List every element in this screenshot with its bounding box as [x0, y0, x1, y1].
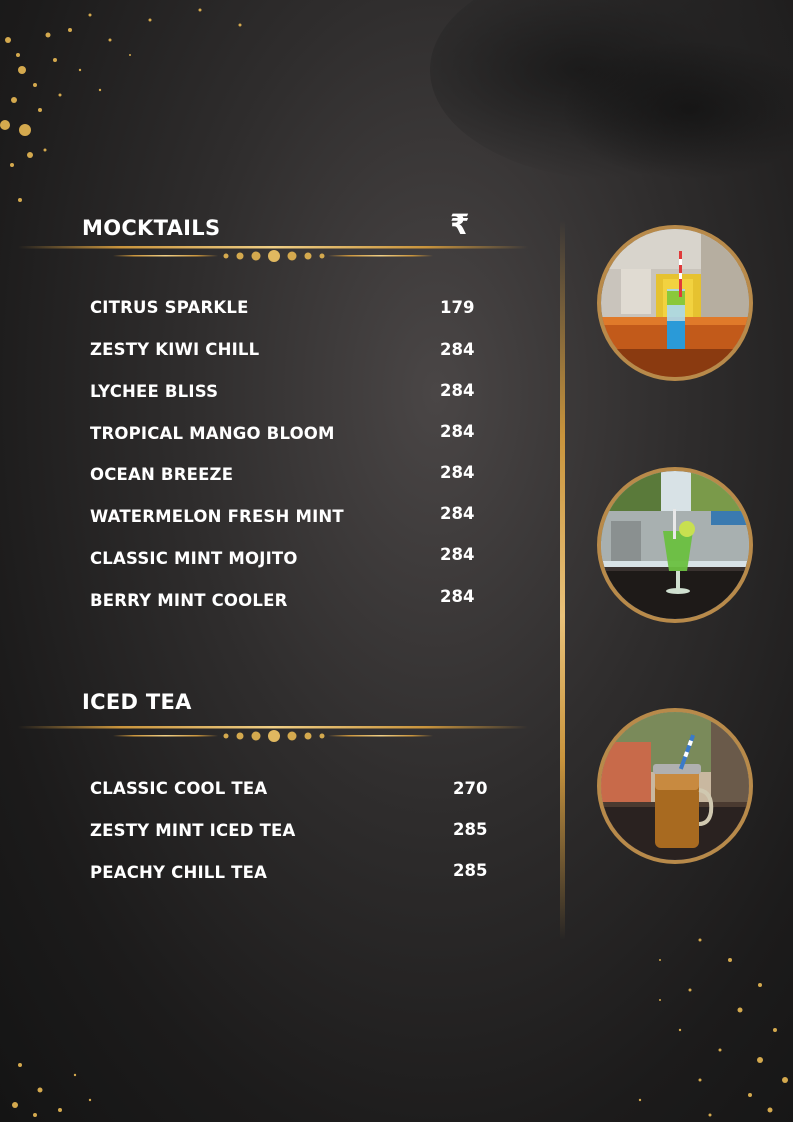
mocktails-title: MOCKTAILS: [82, 216, 221, 240]
menu-item-price: 285: [453, 820, 488, 839]
iced-tea-photo: [597, 708, 753, 864]
menu-item-price: 284: [440, 463, 475, 482]
menu-item-name: CLASSIC COOL TEA: [90, 779, 268, 798]
gold-divider-iced-tea: [18, 718, 528, 742]
rupee-icon: ₹: [450, 208, 470, 241]
menu-item-name: TROPICAL MANGO BLOOM: [90, 424, 335, 443]
menu-item-price: 179: [440, 298, 475, 317]
menu-item-price: 284: [440, 504, 475, 523]
menu-item-price: 284: [440, 422, 475, 441]
gold-divider-mocktails: [18, 238, 528, 262]
menu-item-name: OCEAN BREEZE: [90, 465, 234, 484]
menu-item-price: 284: [440, 340, 475, 359]
menu-item-name: WATERMELON FRESH MINT: [90, 507, 344, 526]
menu-item-name: PEACHY CHILL TEA: [90, 863, 268, 882]
mocktail-photo-green: [597, 467, 753, 623]
menu-item-name: CITRUS SPARKLE: [90, 298, 249, 317]
menu-item-name: LYCHEE BLISS: [90, 382, 219, 401]
menu-item-name: ZESTY KIWI CHILL: [90, 340, 260, 359]
menu-item-price: 285: [453, 861, 488, 880]
menu-item-price: 284: [440, 545, 475, 564]
menu-item-name: CLASSIC MINT MOJITO: [90, 549, 298, 568]
menu-item-price: 270: [453, 779, 488, 798]
menu-item-price: 284: [440, 381, 475, 400]
vertical-gold-divider: [560, 220, 565, 940]
menu-item-name: ZESTY MINT ICED TEA: [90, 821, 296, 840]
menu-item-price: 284: [440, 587, 475, 606]
iced-tea-title: ICED TEA: [82, 690, 192, 714]
mocktail-photo-blue: [597, 225, 753, 381]
menu-item-name: BERRY MINT COOLER: [90, 591, 288, 610]
